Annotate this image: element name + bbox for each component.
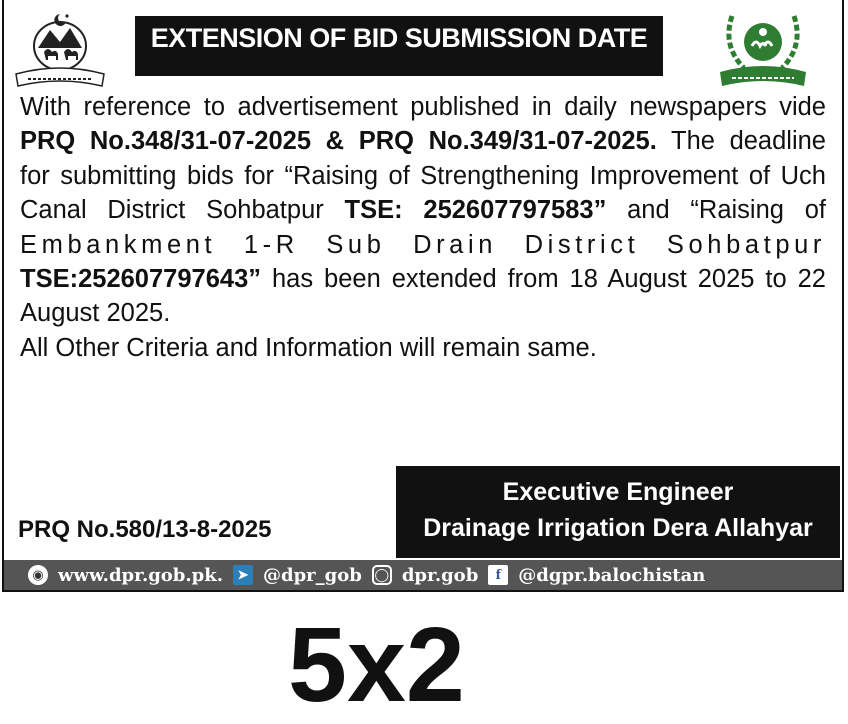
body-line-2-rest: The deadline — [671, 127, 826, 156]
body-line-3: for submitting bids for “Raising of Strengthening Improvement of Uch — [20, 161, 826, 190]
signature-block — [396, 466, 840, 558]
instagram-handle[interactable]: dpr.gob — [401, 564, 479, 586]
prq-number: PRQ No.580/13-8-2025 — [18, 516, 272, 543]
body-line-4 — [20, 193, 826, 227]
globe-icon: ◉ — [28, 565, 48, 585]
facebook-icon: f — [488, 565, 508, 585]
signatory-designation: Executive Engineer — [502, 478, 734, 506]
prq-references: PRQ No.348/31-07-2025 & PRQ No.349/31-07-2025. — [20, 127, 657, 156]
body-line-2 — [20, 124, 826, 158]
footer-bar — [4, 560, 842, 590]
notice-title: EXTENSION OF BID SUBMISSION DATE — [135, 16, 663, 76]
body-line-4-a: Canal District Sohbatpur — [20, 196, 324, 225]
ad-size-label: 5x2 — [288, 606, 465, 724]
instagram-icon: ◯ — [372, 565, 392, 585]
body-line-6 — [20, 262, 826, 296]
body-line-5: Embankment 1-R Sub Drain District Sohbatpur — [20, 230, 826, 259]
body-line-4-b: and “Raising of — [627, 196, 826, 225]
website-link[interactable]: www.dpr.gob.pk. — [58, 564, 223, 586]
signatory-office: Drainage Irrigation Dera Allahyar — [423, 514, 813, 542]
twitter-icon: ➤ — [233, 565, 253, 585]
twitter-handle[interactable]: @dpr_gob — [262, 564, 362, 586]
body-line-6-rest: has been extended from 18 August 2025 to 22 — [271, 265, 826, 294]
tse-number-1: TSE: 252607797583” — [344, 196, 607, 225]
notice-body — [20, 90, 826, 365]
balochistan-emblem-logo — [12, 8, 108, 92]
body-line-1: With reference to advertisement published in daily newspapers vide — [20, 93, 826, 121]
facebook-handle[interactable]: @dgpr.balochistan — [518, 564, 706, 586]
body-line-7: August 2025. — [20, 299, 171, 328]
dgpr-emblem-logo — [714, 6, 812, 92]
body-line-8: All Other Criteria and Information will remain same. — [20, 333, 597, 362]
tse-number-2: TSE:252607797643” — [20, 265, 262, 294]
